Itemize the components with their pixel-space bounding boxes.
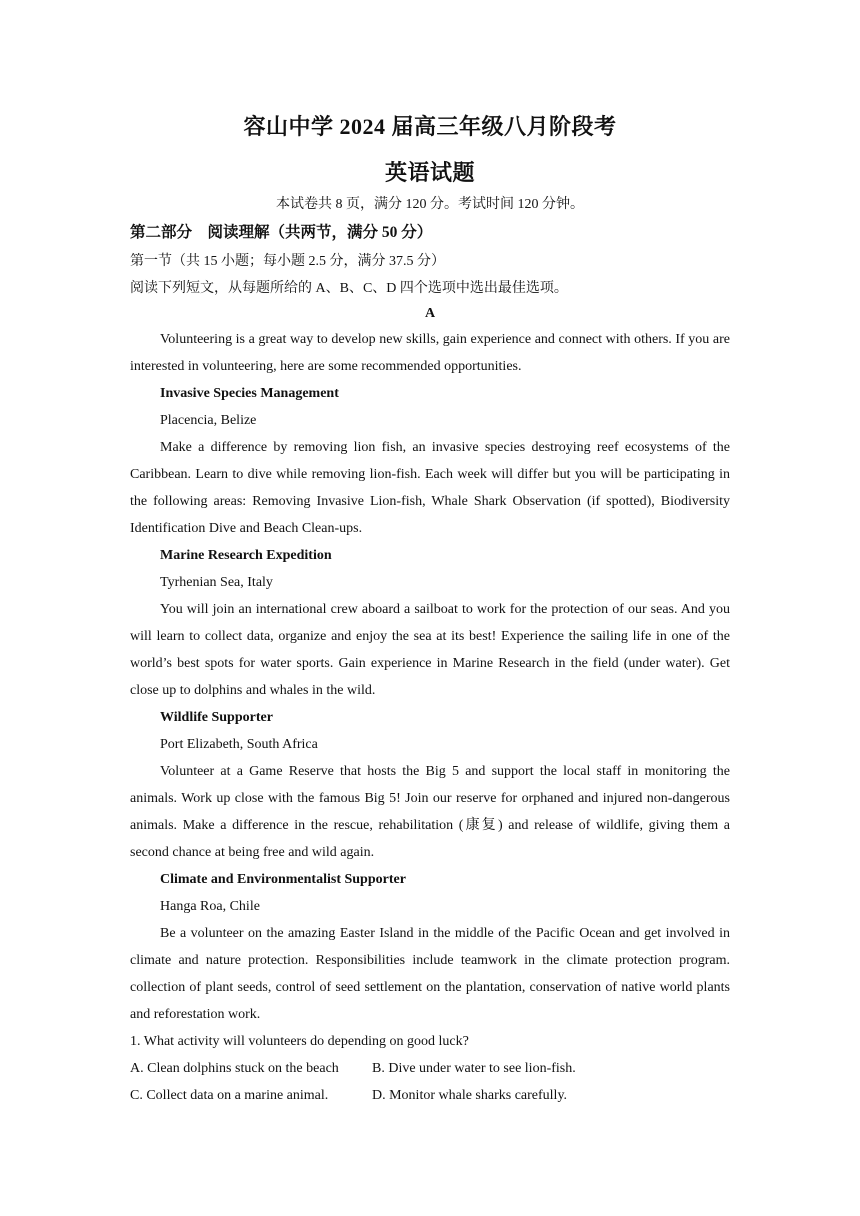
exam-page [130,112,730,1109]
program-location: Tyrhenian Sea, Italy [160,575,273,590]
question-options [130,1055,730,1109]
program-wildlife-supporter [130,704,730,866]
program-location: Placencia, Belize [160,413,257,428]
option-d[interactable]: D. Monitor whale sharks carefully. [372,1088,568,1103]
program-name: Wildlife Supporter [160,710,273,725]
program-name: Climate and Environmentalist Supporter [160,872,406,887]
option-b[interactable]: B. Dive under water to see lion-fish. [372,1061,576,1076]
part-title: 第二部分 阅读理解（共两节，满分 50 分） [130,224,433,241]
passage-intro: Volunteering is a great way to develop new skills, gain experience and connect with others. If you are interested in volunteering, here are some recommended opportunities. [130,332,730,374]
instruction-text: 阅读下列短文，从每题所给的 A、B、C、D 四个选项中选出最佳选项。 [130,281,568,296]
program-name: Marine Research Expedition [160,548,332,563]
passage-letter: A [424,306,436,321]
program-description: Make a difference by removing lion fish, an invasive species destroying reef ecosystems of the Caribbean. Learn to dive while removing lion-fish. Each week will differ but you will be participating in the following areas: Removing Invasive Lion-fish, Whale Shark Observation (if spotted), Biodiversity Identification Dive and Beach Clean-ups. [130,440,730,536]
option-a[interactable]: A. Clean dolphins stuck on the beach [130,1061,339,1076]
program-description: You will join an international crew aboard a sailboat to work for the protection of our seas. And you will learn to collect data, organize and enjoy the sea at its best! Experience the sailing life in one of the world’s best spots for water sports. Gain experience in Marine Research in the field (under water). Get close up to dolphins and whales in the wild. [130,602,730,698]
program-description: Volunteer at a Game Reserve that hosts the Big 5 and support the local staff in monitoring the animals. Work up close with the famous Big 5! Join our reserve for orphaned and injured non-dangerous animals. Make a difference in the rescue, rehabilitation (康复) and release of wildlife, giving them a second chance at being free and wild again. [130,764,730,860]
program-name: Invasive Species Management [160,386,339,401]
program-invasive-species [130,380,730,542]
subsection-title: 第一节（共 15 小题；每小题 2.5 分，满分 37.5 分） [130,254,445,269]
program-location: Port Elizabeth, South Africa [160,737,318,752]
exam-subject: 英语试题 [384,160,475,185]
exam-info: 本试卷共 8 页，满分 120 分。考试时间 120 分钟。 [276,197,584,212]
exam-title: 容山中学 2024 届高三年级八月阶段考 [243,114,617,139]
question-stem: 1. What activity will volunteers do depending on good luck? [130,1034,469,1049]
program-climate-supporter [130,866,730,1028]
option-c[interactable]: C. Collect data on a marine animal. [130,1088,329,1103]
program-description: Be a volunteer on the amazing Easter Island in the middle of the Pacific Ocean and get involved in climate and nature protection. Responsibilities include teamwork in the climate protection program. collection of plant seeds, control of seed settlement on the plantation, conservation of native world plants and reforestation work. [130,926,730,1022]
program-location: Hanga Roa, Chile [160,899,260,914]
program-marine-research [130,542,730,704]
